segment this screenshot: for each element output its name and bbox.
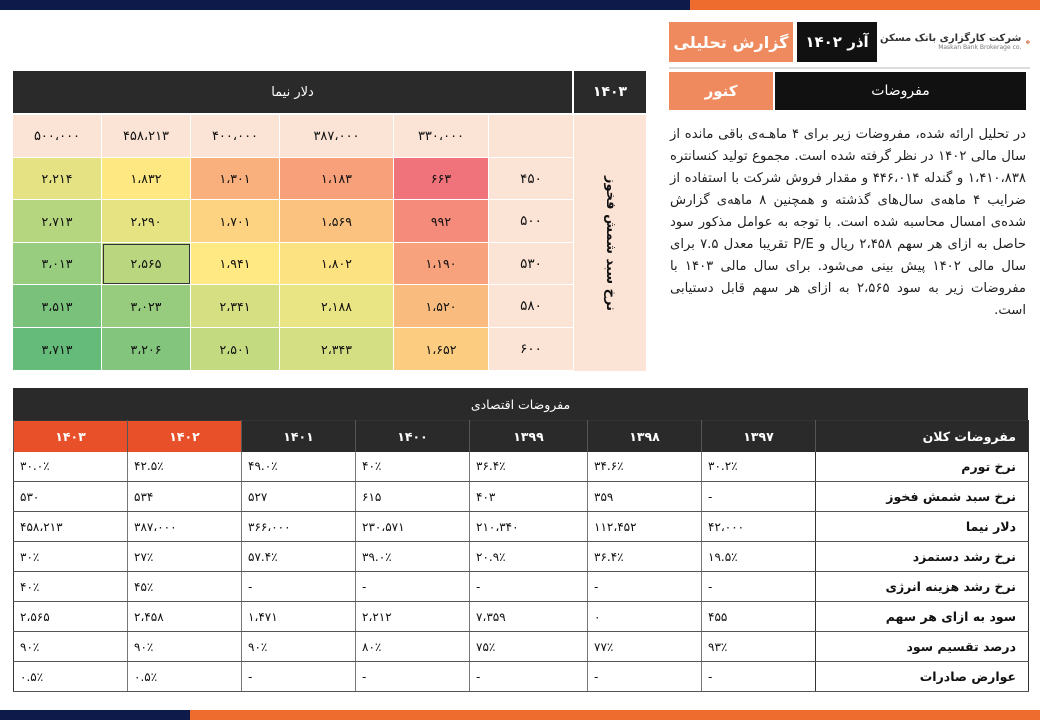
economic-value-cell: ۱،۴۷۱ bbox=[242, 602, 356, 632]
economic-value-cell: ۰.۵٪ bbox=[14, 662, 128, 692]
sensitivity-row-rate: ۵۰۰ bbox=[489, 200, 574, 243]
economic-value-cell: ۲۷٪ bbox=[128, 542, 242, 572]
sensitivity-cell: ۲،۲۹۰ bbox=[102, 200, 191, 243]
economic-year-header: ۱۳۹۷ bbox=[702, 421, 816, 452]
economic-table-grid bbox=[13, 420, 1029, 692]
economic-value-cell: ۴۹.۰٪ bbox=[242, 452, 356, 482]
economic-value-cell: ۰ bbox=[588, 602, 702, 632]
economic-value-cell: ۷۷٪ bbox=[588, 632, 702, 662]
economic-value-cell: ۳۶.۴٪ bbox=[470, 452, 588, 482]
table-row bbox=[14, 452, 1029, 482]
company-logo bbox=[880, 18, 1030, 66]
assumption-strip bbox=[669, 72, 1026, 110]
economic-value-cell: ۹۰٪ bbox=[128, 632, 242, 662]
table-row bbox=[14, 512, 1029, 542]
sensitivity-cell: ۲،۵۶۵ bbox=[102, 243, 191, 285]
sensitivity-cell: ۱،۵۶۹ bbox=[280, 200, 394, 243]
assumption-value: کنور bbox=[669, 72, 773, 110]
bottom-accent-bar bbox=[0, 710, 1040, 720]
economic-year-header: ۱۴۰۱ bbox=[242, 421, 356, 452]
report-date-badge: آذر ۱۴۰۲ bbox=[797, 22, 877, 62]
economic-value-cell: ۳۶۶،۰۰۰ bbox=[242, 512, 356, 542]
top-bar-orange bbox=[690, 0, 1040, 10]
economic-value-cell: ۴۰٪ bbox=[14, 572, 128, 602]
economic-value-cell: ۲،۵۶۵ bbox=[14, 602, 128, 632]
economic-value-cell: - bbox=[470, 662, 588, 692]
sensitivity-cell: ۲،۱۸۸ bbox=[280, 285, 394, 328]
sensitivity-table bbox=[13, 71, 646, 371]
sensitivity-cell: ۳،۵۱۳ bbox=[13, 285, 102, 328]
economic-value-cell: ۷،۳۵۹ bbox=[470, 602, 588, 632]
header-divider bbox=[669, 67, 1030, 69]
economic-value-cell: - bbox=[470, 572, 588, 602]
economic-value-cell: ۸۰٪ bbox=[356, 632, 470, 662]
sensitivity-row-rate: ۴۵۰ bbox=[489, 158, 574, 200]
economic-value-cell: ۴۵٪ bbox=[128, 572, 242, 602]
economic-year-header: ۱۴۰۳ bbox=[14, 421, 128, 452]
bottom-bar-orange bbox=[190, 710, 1040, 720]
economic-assumptions-table bbox=[13, 388, 1028, 700]
sensitivity-cell: ۱،۱۸۳ bbox=[280, 158, 394, 200]
sensitivity-side-label bbox=[574, 115, 646, 371]
economic-row-label: نرخ رشد دستمزد bbox=[816, 542, 1029, 572]
economic-row-label: نرخ تورم bbox=[816, 452, 1029, 482]
sensitivity-cell: ۱،۶۵۲ bbox=[394, 328, 489, 371]
economic-row-label: نرخ سبد شمش فخوز bbox=[816, 482, 1029, 512]
sensitivity-cell: ۳،۲۰۶ bbox=[102, 328, 191, 371]
economic-value-cell: ۴۵۸،۲۱۳ bbox=[14, 512, 128, 542]
table-row bbox=[14, 572, 1029, 602]
economic-value-cell: - bbox=[702, 572, 816, 602]
economic-value-cell: ۳۴.۶٪ bbox=[588, 452, 702, 482]
economic-value-cell: ۴۵۵ bbox=[702, 602, 816, 632]
economic-value-cell: ۲۰.۹٪ bbox=[470, 542, 588, 572]
economic-header-row bbox=[14, 421, 1029, 452]
sensitivity-row-rate: ۵۸۰ bbox=[489, 285, 574, 328]
sensitivity-cell: ۱،۷۰۱ bbox=[191, 200, 280, 243]
economic-row-label: دلار نیما bbox=[816, 512, 1029, 542]
economic-value-cell: ۵۷.۴٪ bbox=[242, 542, 356, 572]
economic-value-cell: ۰.۵٪ bbox=[128, 662, 242, 692]
sensitivity-cell: ۶۶۳ bbox=[394, 158, 489, 200]
economic-value-cell: ۳۵۹ bbox=[588, 482, 702, 512]
sensitivity-cell: ۱،۸۰۲ bbox=[280, 243, 394, 285]
sensitivity-cell: ۳،۰۱۳ bbox=[13, 243, 102, 285]
economic-value-cell: ۲۳۰،۵۷۱ bbox=[356, 512, 470, 542]
sensitivity-cell: ۲،۳۴۳ bbox=[280, 328, 394, 371]
company-name-fa: شرکت کارگزاری بانک مسکن bbox=[880, 33, 1022, 44]
economic-value-cell: ۴۲.۵٪ bbox=[128, 452, 242, 482]
top-bar-navy bbox=[0, 0, 690, 10]
economic-value-cell: ۲،۴۵۸ bbox=[128, 602, 242, 632]
economic-year-header: ۱۴۰۰ bbox=[356, 421, 470, 452]
economic-value-cell: ۳۰٪ bbox=[14, 542, 128, 572]
economic-value-cell: - bbox=[702, 482, 816, 512]
economic-year-header: ۱۴۰۲ bbox=[128, 421, 242, 452]
sensitivity-cell: ۱،۱۹۰ bbox=[394, 243, 489, 285]
economic-value-cell: ۳۸۷،۰۰۰ bbox=[128, 512, 242, 542]
economic-year-header: ۱۳۹۸ bbox=[588, 421, 702, 452]
sensitivity-cell: ۲،۲۱۴ bbox=[13, 158, 102, 200]
sensitivity-col-header: ۵۰۰،۰۰۰ bbox=[13, 115, 102, 158]
economic-value-cell: ۶۱۵ bbox=[356, 482, 470, 512]
economic-value-cell: ۲۱۰،۳۴۰ bbox=[470, 512, 588, 542]
economic-table-title: مفروضات اقتصادی bbox=[13, 388, 1028, 420]
economic-value-cell: ۴۰۳ bbox=[470, 482, 588, 512]
sensitivity-col-header: ۳۳۰،۰۰۰ bbox=[394, 115, 489, 158]
table-row bbox=[14, 602, 1029, 632]
economic-value-cell: - bbox=[356, 662, 470, 692]
economic-row-label: نرخ رشد هزینه انرژی bbox=[816, 572, 1029, 602]
maskan-logo-icon bbox=[1026, 20, 1030, 64]
economic-value-cell: ۳۹.۰٪ bbox=[356, 542, 470, 572]
sensitivity-row-rate: ۶۰۰ bbox=[489, 328, 574, 371]
economic-value-cell: ۷۵٪ bbox=[470, 632, 588, 662]
sensitivity-grid bbox=[13, 115, 574, 371]
economic-value-cell: - bbox=[242, 662, 356, 692]
economic-value-cell: ۹۰٪ bbox=[242, 632, 356, 662]
sensitivity-col-header: ۴۰۰،۰۰۰ bbox=[191, 115, 280, 158]
economic-value-cell: ۳۶.۴٪ bbox=[588, 542, 702, 572]
analysis-paragraph: در تحلیل ارائه شده، مفروضات زیر برای ۴ ماهـه‌ی باقی مانده از سال مالی ۱۴۰۲ در نظر گرفته شده است. مجموع تولید کنسانتره ۱،۴۱۰،۸۳۸ و گندله ۴۴۶،۰۱۴ و مقدار فروش شرکت با استفاده از ضرایب ۴ ماهه‌ی سال‌های گذشته و همچنین ۸ ماهه‌ی گزارش شده‌ی امسال محاسبه شده است. با توجه به عوامل مذکور سود حاصل به ازای هر سهم ۲،۴۵۸ ریال و P/E تقریبا معدل ۷.۵ برای سال مالی ۱۴۰۲ پیش بینی می‌شود. برای سال مالی ۱۴۰۳ با مفروضات زیر به سود ۲،۵۶۵ به ازای هر سهم قابل دستیابی است. bbox=[670, 127, 1027, 318]
sensitivity-cell: ۲،۵۰۱ bbox=[191, 328, 280, 371]
sensitivity-cell: ۲،۷۱۳ bbox=[13, 200, 102, 243]
sensitivity-cell: ۱،۵۲۰ bbox=[394, 285, 489, 328]
economic-value-cell: ۴۰٪ bbox=[356, 452, 470, 482]
sensitivity-cell: ۳،۰۲۳ bbox=[102, 285, 191, 328]
economic-value-cell: - bbox=[702, 662, 816, 692]
economic-value-cell: - bbox=[588, 572, 702, 602]
economic-value-cell: ۵۳۰ bbox=[14, 482, 128, 512]
economic-value-cell: ۵۳۴ bbox=[128, 482, 242, 512]
economic-value-cell: ۱۹.۵٪ bbox=[702, 542, 816, 572]
sensitivity-cell: ۲،۳۴۱ bbox=[191, 285, 280, 328]
table-row bbox=[14, 662, 1029, 692]
sensitivity-side-text: نرخ سبد شمش فخوز bbox=[602, 175, 618, 311]
economic-value-cell: ۳۰.۰٪ bbox=[14, 452, 128, 482]
economic-value-cell: ۹۳٪ bbox=[702, 632, 816, 662]
sensitivity-cell: ۹۹۲ bbox=[394, 200, 489, 243]
sensitivity-cell: ۱،۳۰۱ bbox=[191, 158, 280, 200]
table-row bbox=[14, 542, 1029, 572]
sensitivity-col-header: ۳۸۷،۰۰۰ bbox=[280, 115, 394, 158]
company-name-block bbox=[880, 33, 1021, 51]
economic-row-label: سود به ازای هر سهم bbox=[816, 602, 1029, 632]
economic-year-header: ۱۳۹۹ bbox=[470, 421, 588, 452]
sensitivity-cell: ۳،۷۱۳ bbox=[13, 328, 102, 371]
sensitivity-row-rate: ۵۳۰ bbox=[489, 243, 574, 285]
economic-value-cell: ۲،۲۱۲ bbox=[356, 602, 470, 632]
top-accent-bar bbox=[0, 0, 1040, 10]
economic-value-cell: ۵۲۷ bbox=[242, 482, 356, 512]
economic-label-header: مفروضات کلان bbox=[816, 421, 1029, 452]
sensitivity-corner-cell bbox=[489, 115, 574, 158]
assumption-label: مفروضات bbox=[775, 72, 1026, 110]
sensitivity-cell: ۱،۸۳۲ bbox=[102, 158, 191, 200]
economic-value-cell: ۱۱۲،۴۵۲ bbox=[588, 512, 702, 542]
company-name-en: Maskan Bank Brokerage co. bbox=[938, 44, 1022, 51]
economic-value-cell: ۳۰.۲٪ bbox=[702, 452, 816, 482]
sensitivity-cell: ۱،۹۴۱ bbox=[191, 243, 280, 285]
economic-value-cell: - bbox=[356, 572, 470, 602]
table-row bbox=[14, 632, 1029, 662]
economic-row-label: عوارض صادرات bbox=[816, 662, 1029, 692]
sensitivity-col-header: ۴۵۸،۲۱۳ bbox=[102, 115, 191, 158]
economic-row-label: درصد تقسیم سود bbox=[816, 632, 1029, 662]
report-type-badge: گزارش تحلیلی bbox=[669, 22, 793, 62]
table-row bbox=[14, 482, 1029, 512]
sensitivity-year-header: ۱۴۰۳ bbox=[574, 71, 646, 113]
economic-value-cell: ۴۲،۰۰۰ bbox=[702, 512, 816, 542]
economic-value-cell: - bbox=[588, 662, 702, 692]
economic-value-cell: ۹۰٪ bbox=[14, 632, 128, 662]
bottom-bar-navy bbox=[0, 710, 190, 720]
sensitivity-dollar-header: دلار نیما bbox=[13, 71, 572, 113]
economic-value-cell: - bbox=[242, 572, 356, 602]
